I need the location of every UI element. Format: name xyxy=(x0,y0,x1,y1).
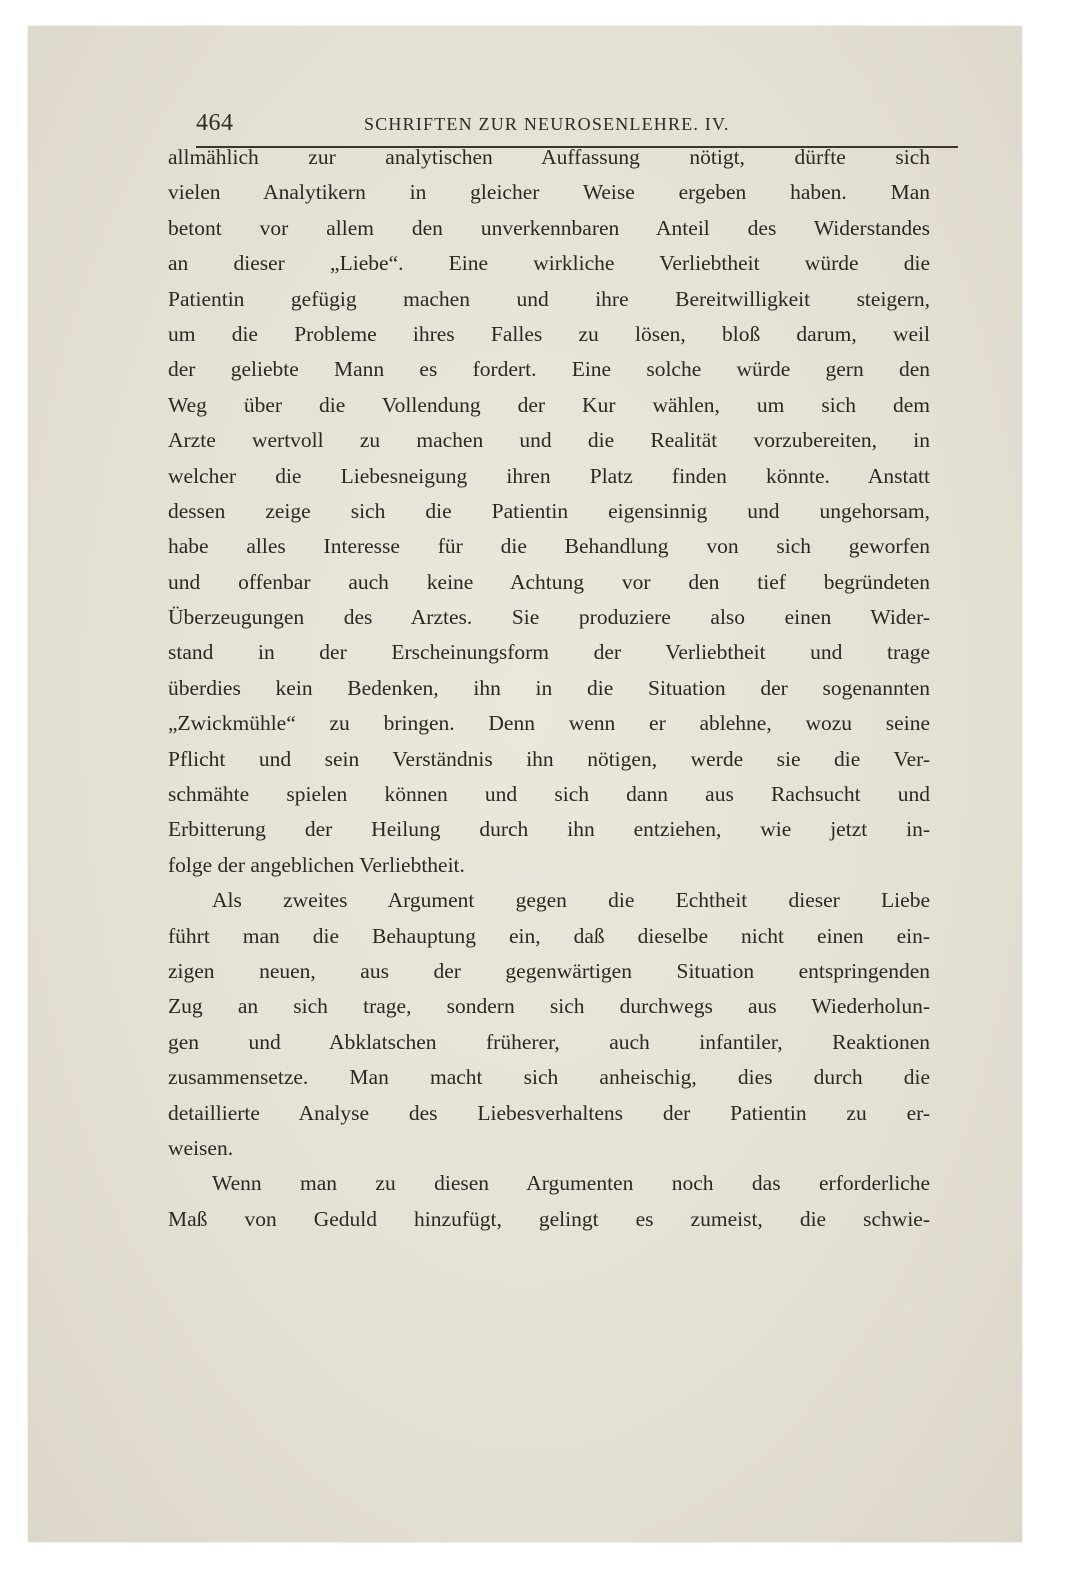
paragraph-2 xyxy=(168,883,930,1166)
paragraph-1 xyxy=(168,140,930,883)
text-line: um die Probleme ihres Falles zu lösen, bloß darum, weil xyxy=(168,321,930,346)
text-line: Zug an sich trage, sondern sich durchwegs aus Wiederholun- xyxy=(168,994,930,1019)
text-line: Pflicht und sein Verständnis ihn nötigen, werde sie die Ver- xyxy=(168,746,930,771)
text-line: welcher die Liebesneigung ihren Platz finden könnte. Anstatt xyxy=(168,463,930,488)
text-line: weisen. xyxy=(168,1135,234,1160)
text-line: dessen zeige sich die Patientin eigensinnig und ungehorsam, xyxy=(168,498,930,523)
text-line: Weg über die Vollendung der Kur wählen, um sich dem xyxy=(168,392,930,417)
text-line: führt man die Behauptung ein, daß dieselbe nicht einen ein- xyxy=(168,923,930,948)
text-line: folge der angeblichen Verliebtheit. xyxy=(168,852,465,877)
text-line: detaillierte Analyse des Liebesverhaltens der Patientin zu er- xyxy=(168,1100,930,1125)
text-line: allmählich zur analytischen Auffassung nötigt, dürfte sich xyxy=(168,145,930,169)
text-line: betont vor allem den unverkennbaren Anteil des Widerstandes xyxy=(168,215,930,240)
text-line: und offenbar auch keine Achtung vor den tief begründeten xyxy=(168,569,930,594)
text-line: Patientin gefügig machen und ihre Bereitwilligkeit steigern, xyxy=(168,286,930,311)
text-line: schmähte spielen können und sich dann aus Rachsucht und xyxy=(168,782,930,807)
text-line: vielen Analytikern in gleicher Weise ergeben haben. Man xyxy=(168,180,930,205)
text-line: zigen neuen, aus der gegenwärtigen Situation entspringenden xyxy=(168,958,930,983)
paragraph-3 xyxy=(168,1166,930,1237)
text-line: Erbitterung der Heilung durch ihn entziehen, wie jetzt in- xyxy=(168,817,930,842)
running-title: SCHRIFTEN ZUR NEUROSENLEHRE. IV. xyxy=(364,114,730,134)
text-line: gen und Abklatschen früherer, auch infantiler, Reaktionen xyxy=(168,1029,930,1054)
text-line: „Zwickmühle“ zu bringen. Denn wenn er ablehne, wozu seine xyxy=(168,711,930,736)
text-line: Als zweites Argument gegen die Echtheit dieser Liebe xyxy=(212,888,930,913)
text-line: habe alles Interesse für die Behandlung von sich geworfen xyxy=(168,534,930,559)
body-text xyxy=(168,140,930,1237)
text-line: Maß von Geduld hinzufügt, gelingt es zumeist, die schwie- xyxy=(168,1206,930,1231)
text-line: stand in der Erscheinungsform der Verliebtheit und trage xyxy=(168,640,930,665)
text-line: Arzte wertvoll zu machen und die Realität vorzubereiten, in xyxy=(168,428,930,453)
text-line: Überzeugungen des Arztes. Sie produziere also einen Wider- xyxy=(168,605,930,630)
text-line: an dieser „Liebe“. Eine wirkliche Verliebtheit würde die xyxy=(168,251,930,276)
page-number: 464 xyxy=(196,110,234,136)
text-line: Wenn man zu diesen Argumenten noch das erforderliche xyxy=(212,1171,930,1196)
text-line: der geliebte Mann es fordert. Eine solche würde gern den xyxy=(168,357,930,382)
text-line: überdies kein Bedenken, ihn in die Situation der sogenannten xyxy=(168,675,930,700)
text-line: zusammensetze. Man macht sich anheischig, dies durch die xyxy=(168,1065,930,1090)
